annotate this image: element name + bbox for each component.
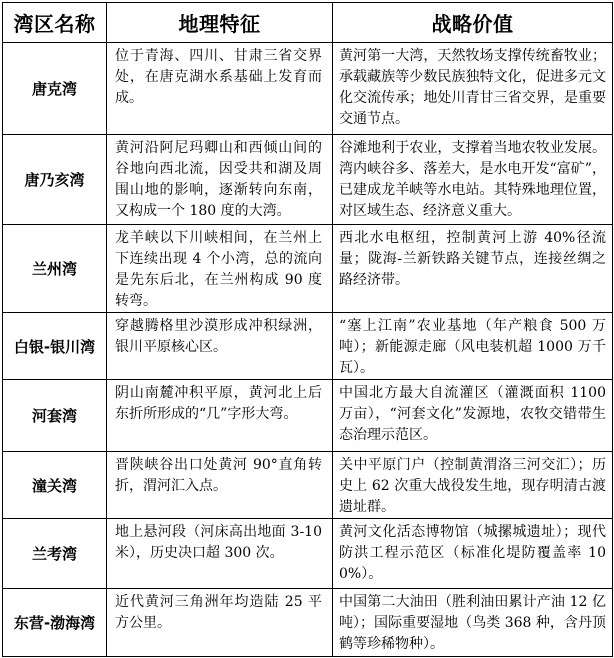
bay-name-cell: 东营-渤海湾: [3, 589, 107, 657]
table-row: [3, 589, 613, 657]
bay-name-cell: 潼关湾: [3, 452, 107, 519]
yellow-river-bays-table: [2, 2, 613, 657]
strategic-value-cell: 谷滩地利于农业，支撑着当地农牧业发展。湾内峡谷多、落差大，是水电开发“富矿”，已建成龙羊峡等水电站。其特殊地理位置，对区域生态、经济意义重大。: [333, 135, 613, 225]
bay-name-cell: 唐乃亥湾: [3, 135, 107, 225]
strategic-value-cell: 中国北方最大自流灌区（灌溉面积 1100 万亩），“河套文化”发源地，农牧交错带生态治理示范区。: [333, 380, 613, 452]
geography-cell: 阴山南麓冲积平原，黄河北上后东折所形成的“几”字形大弯。: [107, 380, 333, 452]
header-strategic-value: 战略价值: [333, 3, 613, 43]
table-row: [3, 519, 613, 589]
strategic-value-cell: 关中平原门户（控制黄渭洛三河交汇）；历史上 62 次重大战役发生地，现存明清古渡遗址群。: [333, 452, 613, 519]
table-row: [3, 313, 613, 380]
table-row: [3, 225, 613, 313]
strategic-value-cell: “塞上江南”农业基地（年产粮食 500 万吨）；新能源走廊（风电装机超 1000 万千瓦）。: [333, 313, 613, 380]
table-row: [3, 135, 613, 225]
bay-name-cell: 兰考湾: [3, 519, 107, 589]
table-row: [3, 380, 613, 452]
geography-cell: 近代黄河三角洲年均造陆 25 平方公里。: [107, 589, 333, 657]
strategic-value-cell: 中国第二大油田（胜利油田累计产油 12 亿吨）；国际重要湿地（鸟类 368 种，含丹顶鹤等珍稀物种）。: [333, 589, 613, 657]
geography-cell: 地上悬河段（河床高出地面 3-10 米），历史决口超 300 次。: [107, 519, 333, 589]
table-row: [3, 43, 613, 135]
table-row: [3, 452, 613, 519]
strategic-value-cell: 黄河第一大湾，天然牧场支撑传统畜牧业；承载藏族等少数民族独特文化，促进多元文化交流传承；地处川青甘三省交界，是重要交通节点。: [333, 43, 613, 135]
strategic-value-cell: 黄河文化活态博物馆（城摞城遗址）；现代防洪工程示范区（标准化堤防覆盖率 100%）。: [333, 519, 613, 589]
geography-cell: 黄河沿阿尼玛卿山和西倾山间的谷地向西北流，因受共和湖及周围山地的影响，逐渐转向东南，又构成一个 180 度的大湾。: [107, 135, 333, 225]
bay-name-cell: 兰州湾: [3, 225, 107, 313]
geography-cell: 位于青海、四川、甘肃三省交界处，在唐克湖水系基础上发育而成。: [107, 43, 333, 135]
strategic-value-cell: 西北水电枢纽，控制黄河上游 40%径流量；陇海-兰新铁路关键节点，连接丝绸之路经济带。: [333, 225, 613, 313]
bay-name-cell: 白银-银川湾: [3, 313, 107, 380]
bay-name-cell: 唐克湾: [3, 43, 107, 135]
geography-cell: 穿越腾格里沙漠形成冲积绿洲，银川平原核心区。: [107, 313, 333, 380]
header-bay-name: 湾区名称: [3, 3, 107, 43]
bay-name-cell: 河套湾: [3, 380, 107, 452]
header-geography: 地理特征: [107, 3, 333, 43]
geography-cell: 龙羊峡以下川峡相间，在兰州上下连续出现 4 个小湾，总的流向是先东后北，在兰州构成 90 度转弯。: [107, 225, 333, 313]
header-row: [3, 3, 613, 43]
geography-cell: 晋陕峡谷出口处黄河 90°直角转折，渭河汇入点。: [107, 452, 333, 519]
